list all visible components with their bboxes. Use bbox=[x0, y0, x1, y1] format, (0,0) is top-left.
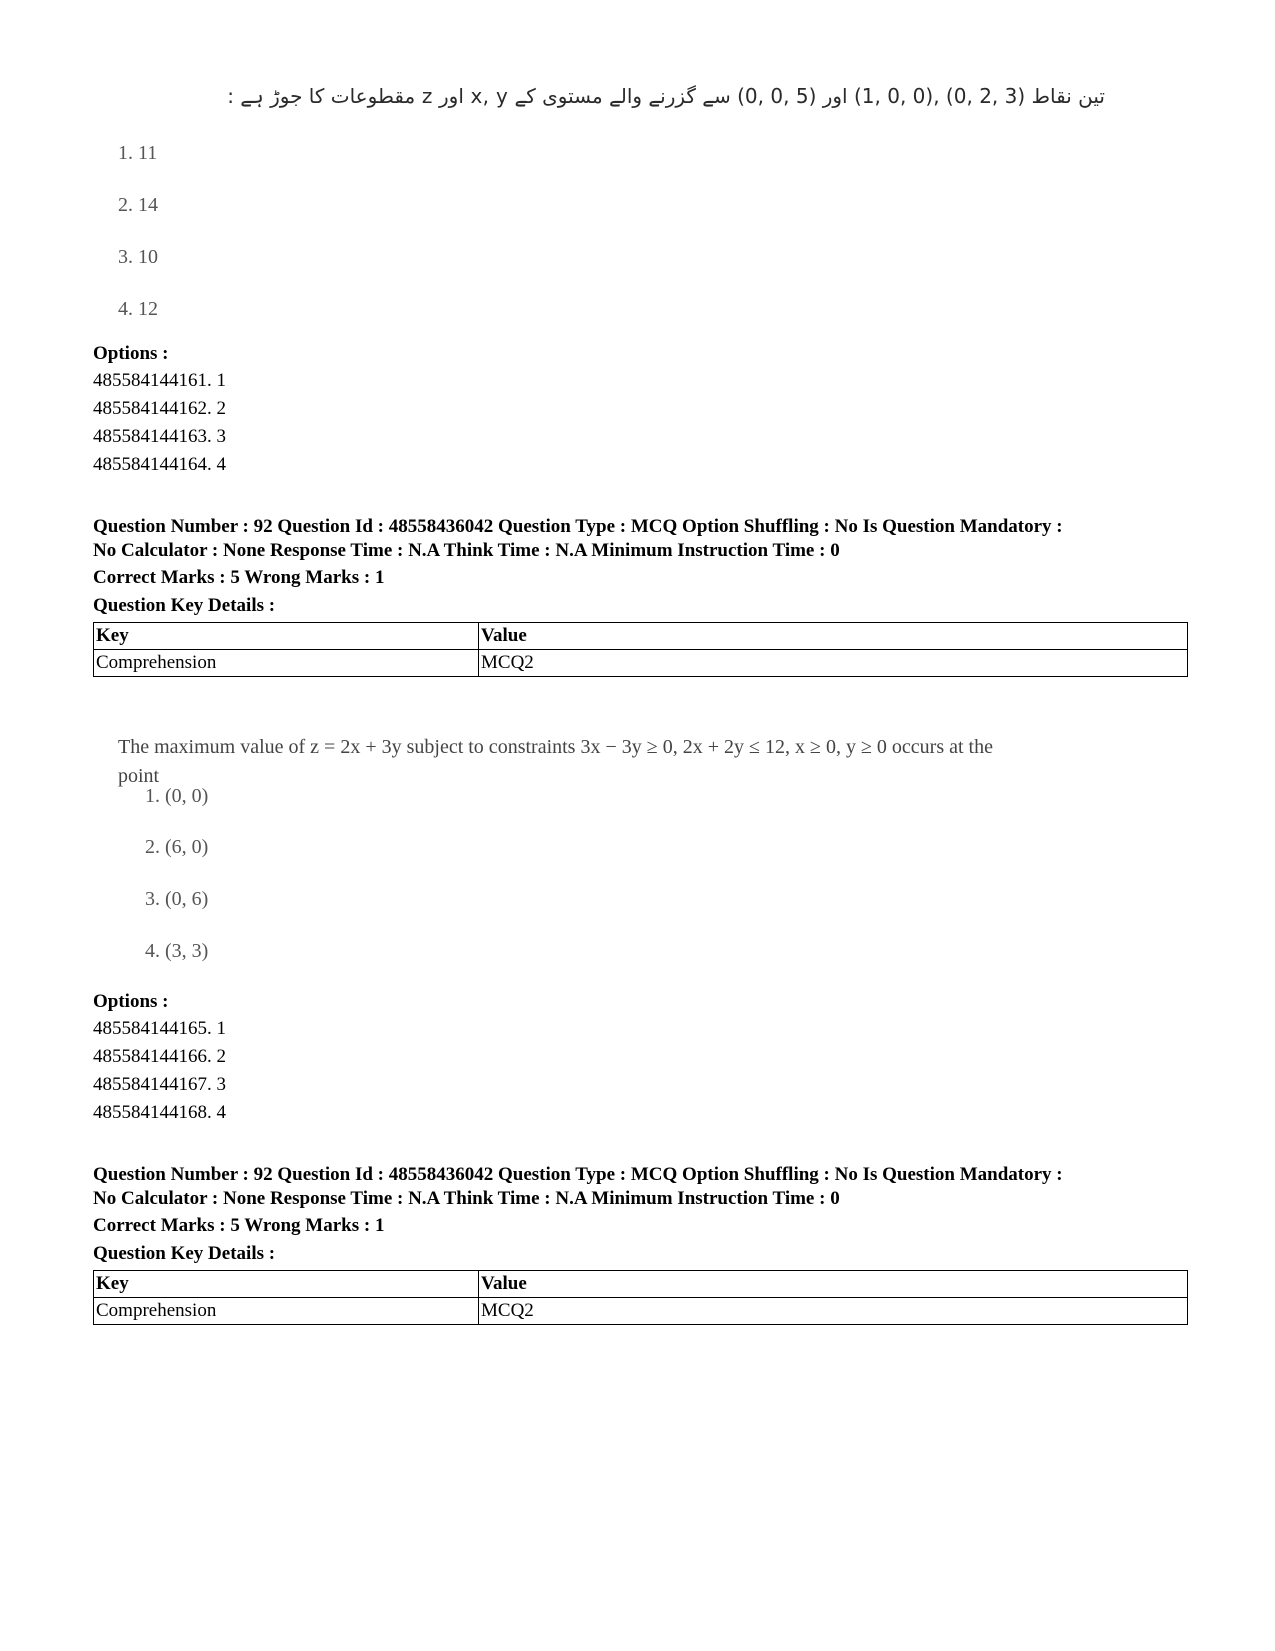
marks-line: Correct Marks : 5 Wrong Marks : 1 bbox=[93, 567, 385, 588]
option-id-line: 485584144168. 4 bbox=[93, 1102, 226, 1123]
option-id-line: 485584144165. 1 bbox=[93, 1018, 226, 1039]
table-header-key: Key bbox=[94, 1271, 479, 1298]
question-meta-line: Question Number : 92 Question Id : 48558436042 Question Type : MCQ Option Shuffling : No Is Question Mandatory : bbox=[93, 1164, 1063, 1185]
table-row bbox=[94, 1298, 1188, 1325]
option-id-line: 485584144161. 1 bbox=[93, 370, 226, 391]
question-key-table bbox=[93, 1270, 1188, 1325]
option-id-line: 485584144162. 2 bbox=[93, 398, 226, 419]
question-meta-line: Question Number : 92 Question Id : 48558436042 Question Type : MCQ Option Shuffling : No Is Question Mandatory : bbox=[93, 516, 1063, 537]
table-header-key: Key bbox=[94, 623, 479, 650]
question-key-table bbox=[93, 622, 1188, 677]
question-meta-line: No Calculator : None Response Time : N.A Think Time : N.A Minimum Instruction Time : 0 bbox=[93, 540, 840, 561]
table-row bbox=[94, 650, 1188, 677]
question-image-option: 1. 11 bbox=[118, 142, 158, 164]
question-image-option: 3. 10 bbox=[118, 246, 158, 268]
table-header-row bbox=[94, 1271, 1188, 1298]
question-stem-line: The maximum value of z = 2x + 3y subject to constraints 3x − 3y ≥ 0, 2x + 2y ≤ 12, x ≥ 0, y ≥ 0 occurs at the bbox=[118, 736, 993, 758]
question-image-option: 4. 12 bbox=[118, 298, 158, 320]
options-label: Options : bbox=[93, 343, 169, 364]
question-image-option: 4. (3, 3) bbox=[145, 940, 209, 962]
option-id-line: 485584144163. 3 bbox=[93, 426, 226, 447]
marks-line: Correct Marks : 5 Wrong Marks : 1 bbox=[93, 1215, 385, 1236]
option-id-line: 485584144167. 3 bbox=[93, 1074, 226, 1095]
question-meta-line: No Calculator : None Response Time : N.A Think Time : N.A Minimum Instruction Time : 0 bbox=[93, 1188, 840, 1209]
question-image-option: 2. (6, 0) bbox=[145, 836, 209, 858]
question-stem-line: point bbox=[118, 765, 160, 787]
table-cell-value: MCQ2 bbox=[479, 650, 1188, 677]
table-cell-key: Comprehension bbox=[94, 1298, 479, 1325]
question-image-option: 3. (0, 6) bbox=[145, 888, 209, 910]
options-label: Options : bbox=[93, 991, 169, 1012]
table-cell-key: Comprehension bbox=[94, 650, 479, 677]
key-details-label: Question Key Details : bbox=[93, 595, 276, 616]
key-details-label: Question Key Details : bbox=[93, 1243, 276, 1264]
table-cell-value: MCQ2 bbox=[479, 1298, 1188, 1325]
option-id-line: 485584144164. 4 bbox=[93, 454, 226, 475]
table-header-row bbox=[94, 623, 1188, 650]
urdu-question-text: تین نقاط (3 ,2 ,0) ,(0 ,0 ,1) اور (5 ,0 ,0) سے گزرنے والے مستوی کے x, y اور z مقطوعات کا جوڑ ہے : bbox=[227, 84, 1105, 108]
question-stem bbox=[118, 733, 1158, 791]
option-id-line: 485584144166. 2 bbox=[93, 1046, 226, 1067]
question-image-option: 2. 14 bbox=[118, 194, 158, 216]
table-header-value: Value bbox=[479, 1271, 1188, 1298]
table-header-value: Value bbox=[479, 623, 1188, 650]
question-image-option: 1. (0, 0) bbox=[145, 785, 209, 807]
